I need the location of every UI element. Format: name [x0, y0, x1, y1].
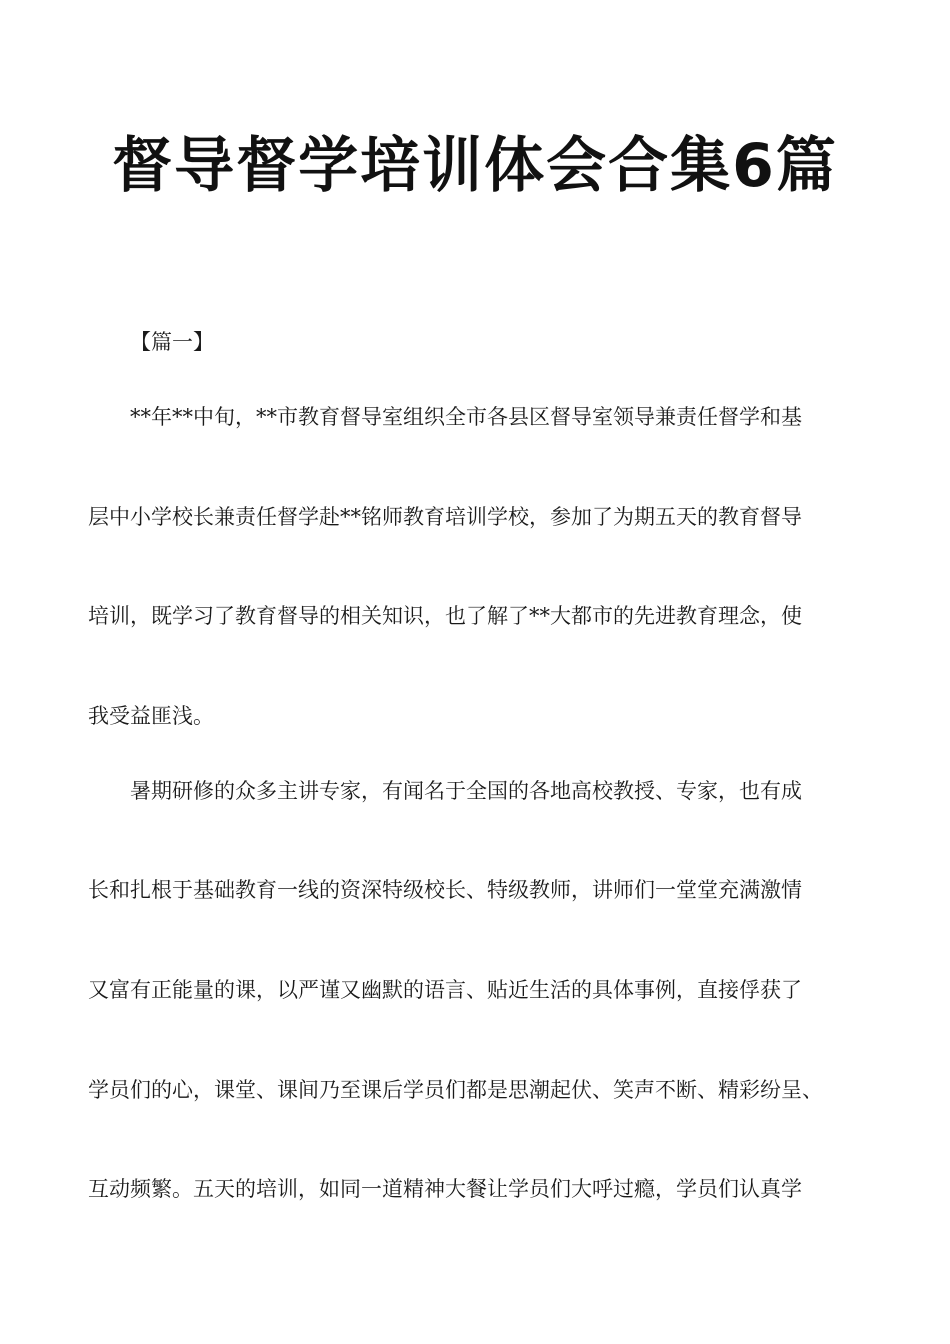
section-label: 【篇一】 — [130, 330, 214, 354]
document-title: 督导督学培训体会合集6篇 — [112, 131, 838, 201]
paragraph-line: 又富有正能量的课，以严谨又幽默的语言、贴近生活的具体事例，直接俘获了 — [88, 978, 802, 1002]
paragraph-line: **年**中旬，**市教育督导室组织全市各县区督导室领导兼责任督学和基 — [130, 405, 802, 429]
paragraph-line: 长和扎根于基础教育一线的资深特级校长、特级教师，讲师们一堂堂充满激情 — [88, 878, 802, 902]
paragraph-line: 暑期研修的众多主讲专家，有闻名于全国的各地高校教授、专家，也有成 — [130, 779, 802, 803]
paragraph-line: 我受益匪浅。 — [88, 704, 214, 728]
paragraph-line: 学员们的心，课堂、课间乃至课后学员们都是思潮起伏、笑声不断、精彩纷呈、 — [88, 1078, 823, 1102]
paragraph-line: 培训，既学习了教育督导的相关知识，也了解了**大都市的先进教育理念，使 — [88, 604, 802, 628]
paragraph-line: 互动频繁。五天的培训，如同一道精神大餐让学员们大呼过瘾，学员们认真学 — [88, 1177, 802, 1201]
paragraph-line: 层中小学校长兼责任督学赴**铭师教育培训学校，参加了为期五天的教育督导 — [88, 505, 802, 529]
